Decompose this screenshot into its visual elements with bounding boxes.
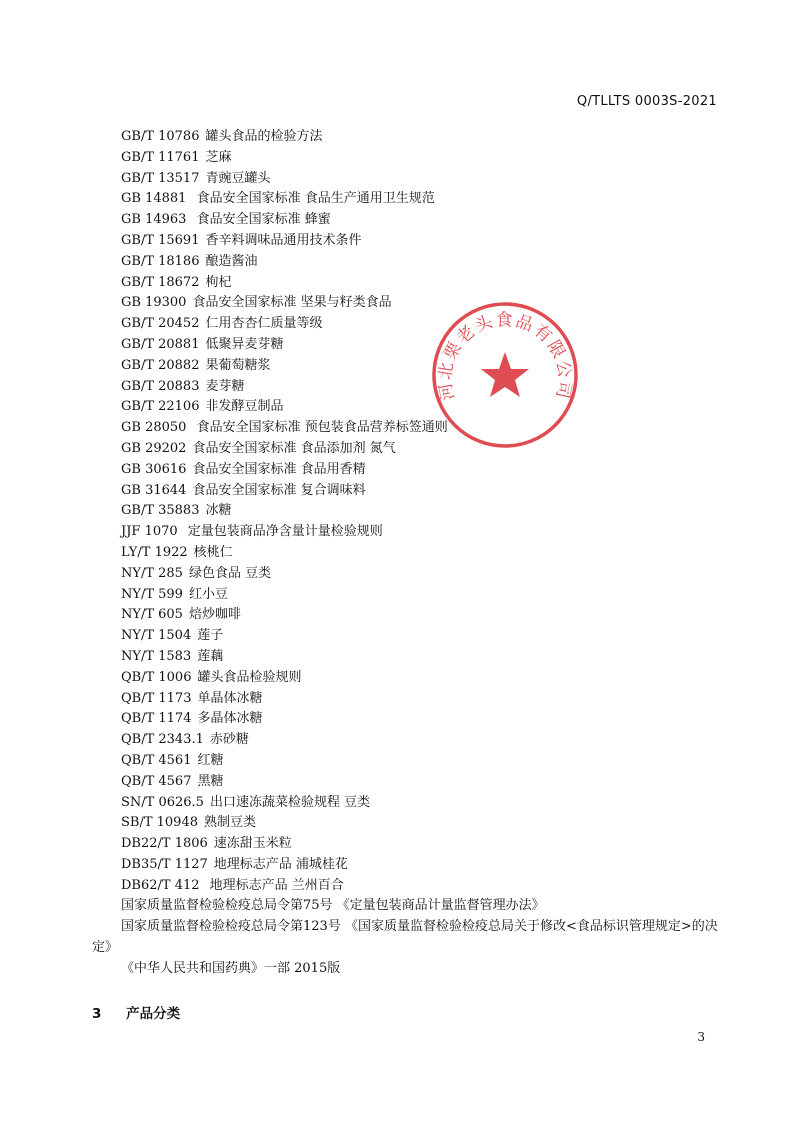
reference-item — [92, 314, 722, 335]
reference-item — [92, 231, 722, 252]
reference-code: QB/T 1173 — [121, 690, 192, 706]
reference-title: 红小豆 — [188, 586, 228, 602]
reference-item — [92, 876, 722, 897]
reference-item — [92, 751, 722, 772]
reference-code: GB/T 35883 — [121, 503, 200, 519]
reference-code: QB/T 4561 — [121, 752, 192, 768]
reference-title: 低聚异麦芽糖 — [205, 336, 284, 352]
reference-title: 食品安全国家标准 蜂蜜 — [192, 212, 331, 228]
reference-title: 果葡萄糖浆 — [205, 357, 271, 373]
reference-title: 冰糖 — [205, 503, 232, 519]
reference-item — [92, 169, 722, 190]
reference-code: QB/T 1006 — [121, 669, 192, 685]
reference-title: 赤砂糖 — [209, 732, 249, 748]
reference-title: 莲子 — [197, 628, 224, 644]
reference-code: JJF 1070 — [121, 524, 178, 540]
reference-item — [92, 793, 722, 814]
reference-code: QB/T 1174 — [121, 711, 192, 727]
reference-code: GB/T 10786 — [121, 129, 200, 144]
reference-code: DB62/T 412 — [121, 877, 200, 893]
reference-item — [92, 127, 722, 148]
reference-item — [92, 647, 722, 668]
company-seal — [430, 300, 580, 450]
reference-item — [92, 605, 722, 626]
reference-item — [92, 772, 722, 793]
reference-title: 食品安全国家标准 坚果与籽类食品 — [192, 295, 392, 311]
reference-title: 青豌豆罐头 — [205, 170, 271, 186]
reference-item — [92, 834, 722, 855]
reference-code: GB 29202 — [121, 440, 187, 456]
reference-code: GB/T 20881 — [121, 336, 200, 352]
reference-code: GB 19300 — [121, 295, 187, 311]
section-heading — [92, 1002, 180, 1022]
reference-title: 多晶体冰糖 — [197, 711, 263, 727]
reference-title: 非发酵豆制品 — [205, 399, 284, 415]
reference-title: 食品安全国家标准 预包装食品营养标签通则 — [192, 420, 448, 436]
reference-title: 食品安全国家标准 食品生产通用卫生规范 — [192, 191, 435, 207]
document-code: Q/TLLTS 0003S-2021 — [576, 94, 717, 109]
reference-title: 麦芽糖 — [205, 378, 245, 394]
reference-item — [92, 501, 722, 522]
reference-item — [92, 148, 722, 169]
reference-title: 芝麻 — [205, 149, 232, 165]
reference-item — [92, 730, 722, 751]
reference-item — [92, 522, 722, 543]
regulation-item: 国家质量监督检验检疫总局令第123号 《国家质量监督检验检疫总局关于修改<食品标识管理规定>的决定》 — [92, 919, 718, 956]
reference-item — [92, 377, 722, 398]
reference-title: 速冻甜玉米粒 — [213, 836, 292, 852]
reference-code: NY/T 599 — [121, 586, 183, 602]
reference-code: SN/T 0626.5 — [121, 794, 204, 810]
normative-references-list — [92, 127, 722, 980]
reference-code: GB/T 11761 — [121, 149, 200, 165]
reference-code: GB 31644 — [121, 482, 187, 498]
reference-code: NY/T 285 — [121, 565, 183, 581]
reference-code: DB22/T 1806 — [121, 836, 208, 852]
reference-title: 枸杞 — [205, 274, 232, 290]
reference-title: 定量包装商品净含量计量检验规则 — [183, 524, 383, 540]
reference-code: GB 28050 — [121, 420, 187, 436]
reference-code: GB/T 20452 — [121, 316, 200, 332]
reference-title: 焙炒咖啡 — [188, 607, 241, 623]
reference-title: 食品安全国家标准 食品添加剂 氮气 — [192, 440, 396, 456]
reference-item — [92, 273, 722, 294]
reference-code: GB/T 22106 — [121, 399, 200, 415]
regulation-item: 《中华人民共和国药典》一部 2015版 — [121, 960, 341, 976]
reference-item — [92, 397, 722, 418]
reference-item — [92, 481, 722, 502]
reference-item — [92, 689, 722, 710]
reference-item — [92, 543, 722, 564]
reference-code: GB 30616 — [121, 461, 187, 477]
reference-title: 香辛料调味品通用技术条件 — [205, 232, 362, 248]
reference-title: 仁用杏杏仁质量等级 — [205, 316, 323, 332]
reference-item — [92, 585, 722, 606]
reference-title: 熟制豆类 — [204, 815, 257, 831]
section-number: 3 — [92, 1006, 102, 1022]
reference-title: 地理标志产品 兰州百合 — [205, 877, 344, 893]
reference-item — [92, 668, 722, 689]
reference-title: 酿造酱油 — [205, 253, 258, 269]
reference-item — [92, 813, 722, 834]
reference-code: SB/T 10948 — [121, 815, 198, 831]
reference-code: GB/T 15691 — [121, 232, 200, 248]
reference-code: LY/T 1922 — [121, 544, 188, 560]
reference-code: GB/T 20882 — [121, 357, 200, 373]
reference-code: GB 14881 — [121, 191, 187, 207]
reference-code: NY/T 605 — [121, 607, 183, 623]
reference-title: 地理标志产品 浦城桂花 — [213, 856, 348, 872]
reference-code: DB35/T 1127 — [121, 856, 208, 872]
reference-title: 食品安全国家标准 复合调味料 — [192, 482, 366, 498]
reference-item — [92, 439, 722, 460]
reference-title: 莲藕 — [197, 648, 224, 664]
regulation-item: 国家质量监督检验检疫总局令第75号 《定量包装商品计量监督管理办法》 — [121, 898, 545, 914]
reference-code: GB/T 18672 — [121, 274, 200, 290]
page-number: 3 — [697, 1030, 705, 1044]
reference-item — [92, 335, 722, 356]
section-title: 产品分类 — [126, 1006, 181, 1022]
reference-title: 出口速冻蔬菜检验规程 豆类 — [209, 794, 371, 810]
reference-item — [92, 418, 722, 439]
reference-title: 罐头食品检验规则 — [197, 669, 302, 685]
reference-title: 红糖 — [197, 752, 224, 768]
reference-item — [92, 189, 722, 210]
reference-title: 绿色食品 豆类 — [188, 565, 272, 581]
reference-title: 核桃仁 — [193, 544, 233, 560]
reference-code: GB 14963 — [121, 212, 187, 228]
reference-title: 单晶体冰糖 — [197, 690, 263, 706]
reference-item — [92, 709, 722, 730]
reference-title: 食品安全国家标准 食品用香精 — [192, 461, 366, 477]
reference-title: 罐头食品的检验方法 — [205, 129, 323, 144]
reference-code: QB/T 2343.1 — [121, 732, 204, 748]
star-icon — [481, 352, 529, 397]
reference-code: GB/T 18186 — [121, 253, 200, 269]
reference-item — [92, 356, 722, 377]
reference-code: QB/T 4567 — [121, 773, 192, 789]
reference-item — [92, 252, 722, 273]
svg-text:河北栗老头食品有限公司: 河北栗老头食品有限公司 — [435, 310, 575, 402]
reference-item — [92, 855, 722, 876]
reference-item — [92, 460, 722, 481]
reference-item — [92, 293, 722, 314]
reference-code: GB/T 13517 — [121, 170, 200, 186]
reference-code: GB/T 20883 — [121, 378, 200, 394]
reference-item — [92, 626, 722, 647]
reference-code: NY/T 1583 — [121, 648, 192, 664]
reference-item — [92, 210, 722, 231]
reference-item — [92, 564, 722, 585]
reference-code: NY/T 1504 — [121, 628, 192, 644]
reference-title: 黑糖 — [197, 773, 224, 789]
